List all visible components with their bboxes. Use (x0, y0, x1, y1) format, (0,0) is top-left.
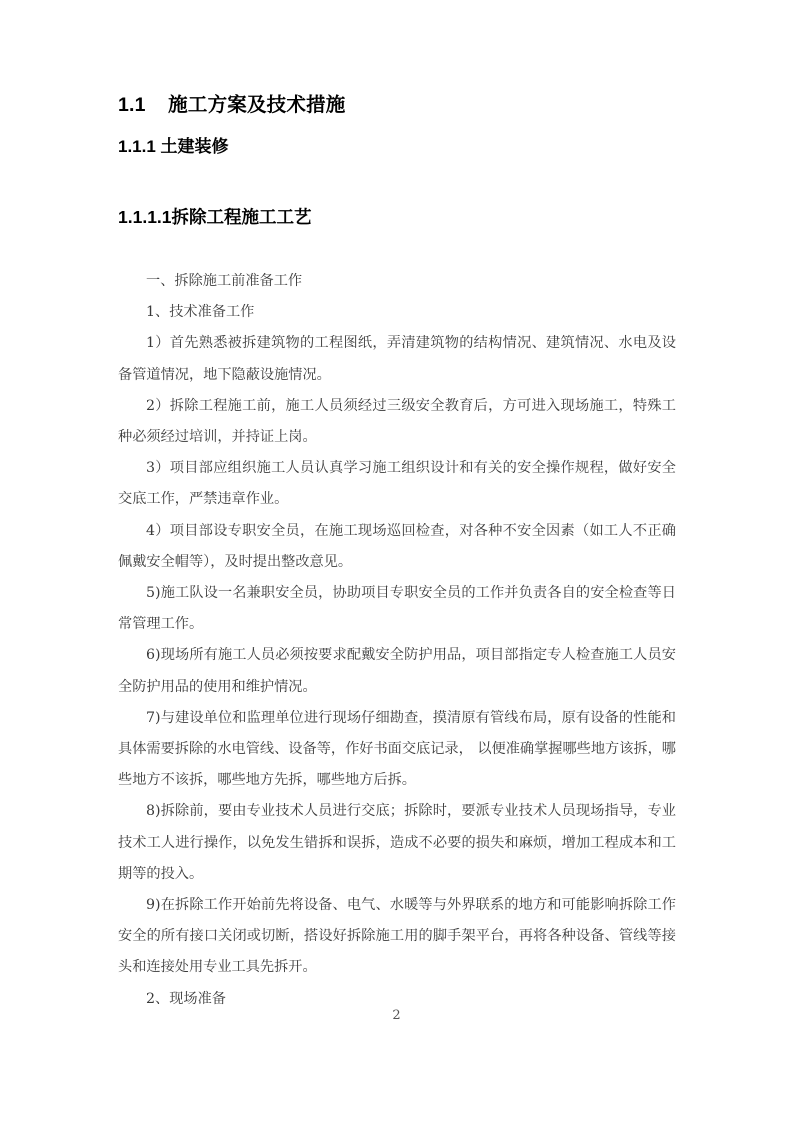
heading-section-1-1-1-1: 1.1.1.1拆除工程施工工艺 (118, 206, 312, 227)
paragraph: 1、技术准备工作 (146, 304, 255, 321)
page-number: 2 (392, 1008, 401, 1023)
heading-section-1-1-1: 1.1.1 土建装修 (118, 136, 229, 156)
paragraph: 1）首先熟悉被拆建筑物的工程图纸，弄清建筑物的结构情况、建筑情况、水电及设备管道情况，地下隐蔽设施情况。 (118, 335, 676, 383)
page-content (118, 96, 676, 1015)
paragraph: 7)与建设单位和监理单位进行现场仔细勘查，摸清原有管线布局，原有设备的性能和具体需要拆除的水电管线、设备等，作好书面交底记录， 以便准确掌握哪些地方该拆，哪些地方不该拆，哪些地方先拆，哪些地方后拆。 (118, 709, 676, 789)
paragraph: 5)施工队设一名兼职安全员，协助项目专职安全员的工作并负责各自的安全检查等日常管理工作。 (118, 585, 676, 633)
heading-section-1-1: 1.1 施工方案及技术措施 (118, 94, 346, 116)
paragraph: 一、拆除施工前准备工作 (146, 273, 303, 289)
paragraph: 6)现场所有施工人员必须按要求配戴安全防护用品，项目部指定专人检查施工人员安全防护用品的使用和维护情况。 (118, 647, 676, 695)
paragraph: 2）拆除工程施工前，施工人员须经过三级安全教育后，方可进入现场施工，特殊工种必须经过培训，并持证上岗。 (118, 397, 676, 446)
paragraph: 3）项目部应组织施工人员认真学习施工组织设计和有关的安全操作规程，做好安全交底工作，严禁违章作业。 (118, 460, 676, 508)
paragraph: 4）项目部设专职安全员，在施工现场巡回检查，对各种不安全因素（如工人不正确佩戴安全帽等），及时提出整改意见。 (118, 522, 676, 570)
paragraph: 8)拆除前，要由专业技术人员进行交底；拆除时，要派专业技术人员现场指导，专业技术工人进行操作，以免发生错拆和误拆，造成不必要的损失和麻烦，增加工程成本和工期等的投入。 (118, 803, 676, 882)
paragraph: 2、现场准备 (146, 990, 226, 1007)
paragraph: 9)在拆除工作开始前先将设备、电气、水暖等与外界联系的地方和可能影响拆除工作安全的所有接口关闭或切断，搭设好拆除施工用的脚手架平台，再将各种设备、管线等接头和连接处用专业工具先拆开。 (118, 897, 676, 976)
body-text-block (118, 266, 676, 1015)
